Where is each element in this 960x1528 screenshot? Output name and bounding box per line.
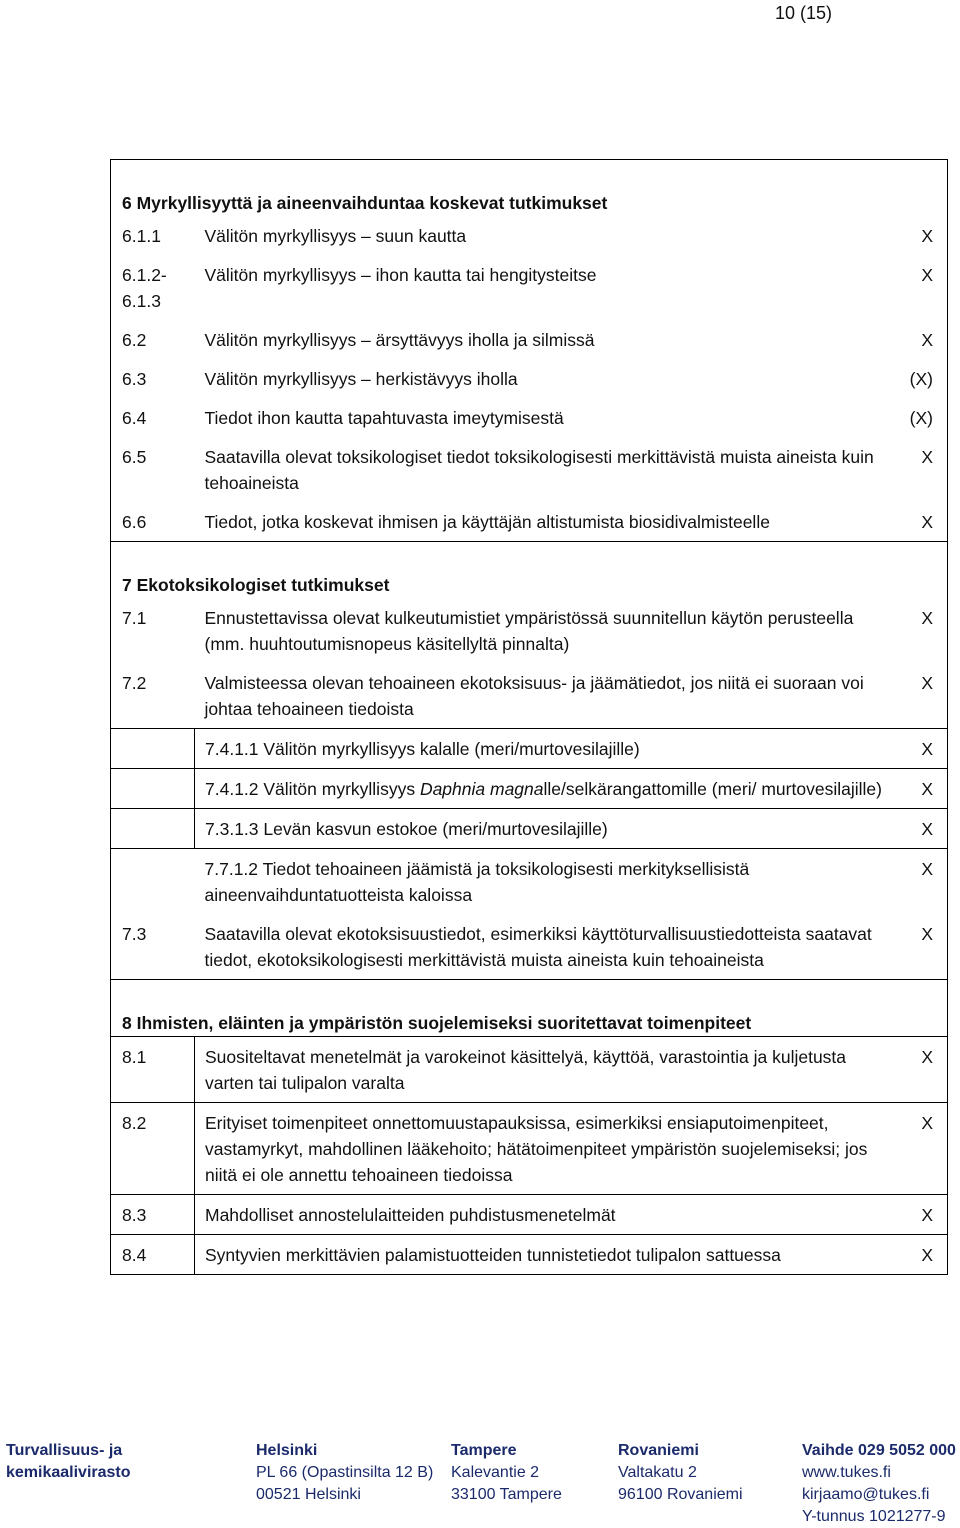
row-text: 7.4.1.1 Välitön myrkyllisyys kalalle (meri/murtovesilajille): [195, 729, 894, 769]
row-mark: X: [894, 502, 948, 542]
email-link[interactable]: kirjaamo@tukes.fi: [802, 1486, 930, 1503]
row-text-end: lle/selkärangattomille (meri/ murtovesilajille): [543, 779, 882, 799]
footer-rovaniemi: [618, 1440, 743, 1506]
row-text: 7.7.1.2 Tiedot tehoaineen jäämistä ja toksikologisesti merkityksellisistä aineenvaihduntatuotteista kaloissa: [195, 849, 894, 915]
row-text: Välitön myrkyllisyys – ärsyttävyys iholla ja silmissä: [204, 330, 595, 350]
org-name-line-2: kemikaalivirasto: [6, 1464, 131, 1481]
row-mark: X: [894, 598, 948, 663]
row-number: 8.3: [111, 1195, 195, 1235]
row-number: 8.4: [111, 1235, 195, 1275]
row-mark: (X): [894, 359, 948, 398]
row-mark: X: [894, 1235, 948, 1275]
row-mark: X: [894, 809, 948, 849]
row-text: Erityiset toimenpiteet onnettomuustapauksissa, esimerkiksi ensiaputoimenpiteet, vastamyrkyt, mahdollinen lääkehoito; hätätoimenpiteet ympäristön suojelemiseksi; jos niitä ei ole annettu tehoaineen tiedoissa: [195, 1103, 894, 1195]
row-number: 7.3: [111, 914, 195, 980]
row-number: 8.2: [111, 1103, 195, 1195]
section-7-title: 7 Ekotoksikologiset tutkimukset: [111, 542, 948, 599]
row-text: Ennustettavissa olevat kulkeutumistiet ympäristössä suunnitellun käytön perusteella (mm. huuhtoutumisnopeus käsitellyltä pinnalta): [204, 608, 854, 654]
website-link[interactable]: www.tukes.fi: [802, 1464, 891, 1481]
org-name-line-1: Turvallisuus- ja: [6, 1442, 123, 1459]
row-text: Välitön myrkyllisyys – suun kautta: [204, 226, 467, 246]
row-mark: X: [894, 914, 948, 980]
row-mark: X: [894, 769, 948, 809]
row-mark: (X): [894, 398, 948, 437]
row-number: 8.1: [111, 1037, 195, 1103]
row-text: Välitön myrkyllisyys – herkistävyys iholla: [204, 369, 518, 389]
footer-tampere: [451, 1440, 562, 1506]
row-text: Valmisteessa olevan tehoaineen ekotoksisuus- ja jäämätiedot, jos niitä ei suoraan voi johtaa tehoaineen tiedoista: [195, 663, 894, 729]
row-mark: X: [894, 255, 948, 320]
row-number: 6.1.2-6.1.3: [111, 255, 195, 320]
page-number: 10 (15): [774, 3, 832, 23]
row-number: 6.6: [111, 502, 195, 542]
row-number: [111, 809, 195, 849]
row-text: Tiedot, jotka koskevat ihmisen ja käyttäjän altistumista biosidivalmisteelle: [195, 502, 894, 542]
row-mark: X: [894, 437, 948, 502]
row-number: [111, 849, 195, 915]
footer-helsinki: [256, 1440, 433, 1506]
tampere-heading: Tampere: [451, 1442, 517, 1459]
row-mark: X: [894, 849, 948, 915]
row-number: 7.2: [111, 663, 195, 729]
rovaniemi-postcode: 96100 Rovaniemi: [618, 1486, 743, 1503]
section-6-title: 6 Myrkyllisyyttä ja aineenvaihduntaa koskevat tutkimukset: [111, 160, 948, 217]
helsinki-postcode: 00521 Helsinki: [256, 1486, 361, 1503]
row-number: 7.1: [111, 598, 195, 663]
row-mark: X: [894, 729, 948, 769]
row-text-start: 7.4.1.2 Välitön myrkyllisyys: [205, 779, 420, 799]
row-number: 6.1.1: [111, 216, 195, 255]
species-name: Daphnia magna: [419, 779, 544, 799]
requirements-table: [110, 159, 948, 1275]
row-mark: X: [894, 1195, 948, 1235]
row-mark: X: [894, 1037, 948, 1103]
row-text: [195, 769, 894, 809]
footer-contact: [802, 1440, 956, 1528]
row-text: Saatavilla olevat ekotoksisuustiedot, esimerkiksi käyttöturvallisuustiedotteista saatavat tiedot, ekotoksikologisesti merkittävistä muista aineista kuin tehoaineista: [195, 914, 894, 980]
business-id: Y-tunnus 1021277-9: [802, 1508, 946, 1525]
row-mark: X: [894, 320, 948, 359]
row-number: [111, 729, 195, 769]
row-number: 6.3: [111, 359, 195, 398]
footer-org: [6, 1440, 131, 1484]
row-number: 6.4: [111, 398, 195, 437]
row-number: 6.2: [111, 320, 195, 359]
row-text: Suositeltavat menetelmät ja varokeinot käsittelyä, käyttöä, varastointia ja kuljetusta varten tai tulipalon varalta: [195, 1037, 894, 1103]
row-text: 7.3.1.3 Levän kasvun estokoe (meri/murtovesilajille): [195, 809, 894, 849]
row-text: Välitön myrkyllisyys – ihon kautta tai hengitysteitse: [204, 265, 597, 285]
phone-line: Vaihde 029 5052 000: [802, 1442, 956, 1459]
tampere-postcode: 33100 Tampere: [451, 1486, 562, 1503]
tampere-address: Kalevantie 2: [451, 1464, 540, 1481]
row-number: [111, 769, 195, 809]
row-text: Saatavilla olevat toksikologiset tiedot toksikologisesti merkittävistä muista aineista kuin tehoaineista: [204, 447, 874, 493]
row-text: Tiedot ihon kautta tapahtuvasta imeytymisestä: [204, 408, 564, 428]
rovaniemi-address: Valtakatu 2: [618, 1464, 697, 1481]
row-mark: X: [894, 216, 948, 255]
row-mark: X: [894, 1103, 948, 1195]
row-mark: X: [894, 663, 948, 729]
row-number: 6.5: [111, 437, 195, 502]
helsinki-heading: Helsinki: [256, 1442, 318, 1459]
row-text: Syntyvien merkittävien palamistuotteiden tunnistetiedot tulipalon sattuessa: [195, 1235, 894, 1275]
section-8-title: 8 Ihmisten, eläinten ja ympäristön suojelemiseksi suoritettavat toimenpiteet: [111, 980, 948, 1037]
helsinki-address: PL 66 (Opastinsilta 12 B): [256, 1464, 434, 1481]
rovaniemi-heading: Rovaniemi: [618, 1442, 699, 1459]
row-text: Mahdolliset annostelulaitteiden puhdistusmenetelmät: [195, 1195, 894, 1235]
